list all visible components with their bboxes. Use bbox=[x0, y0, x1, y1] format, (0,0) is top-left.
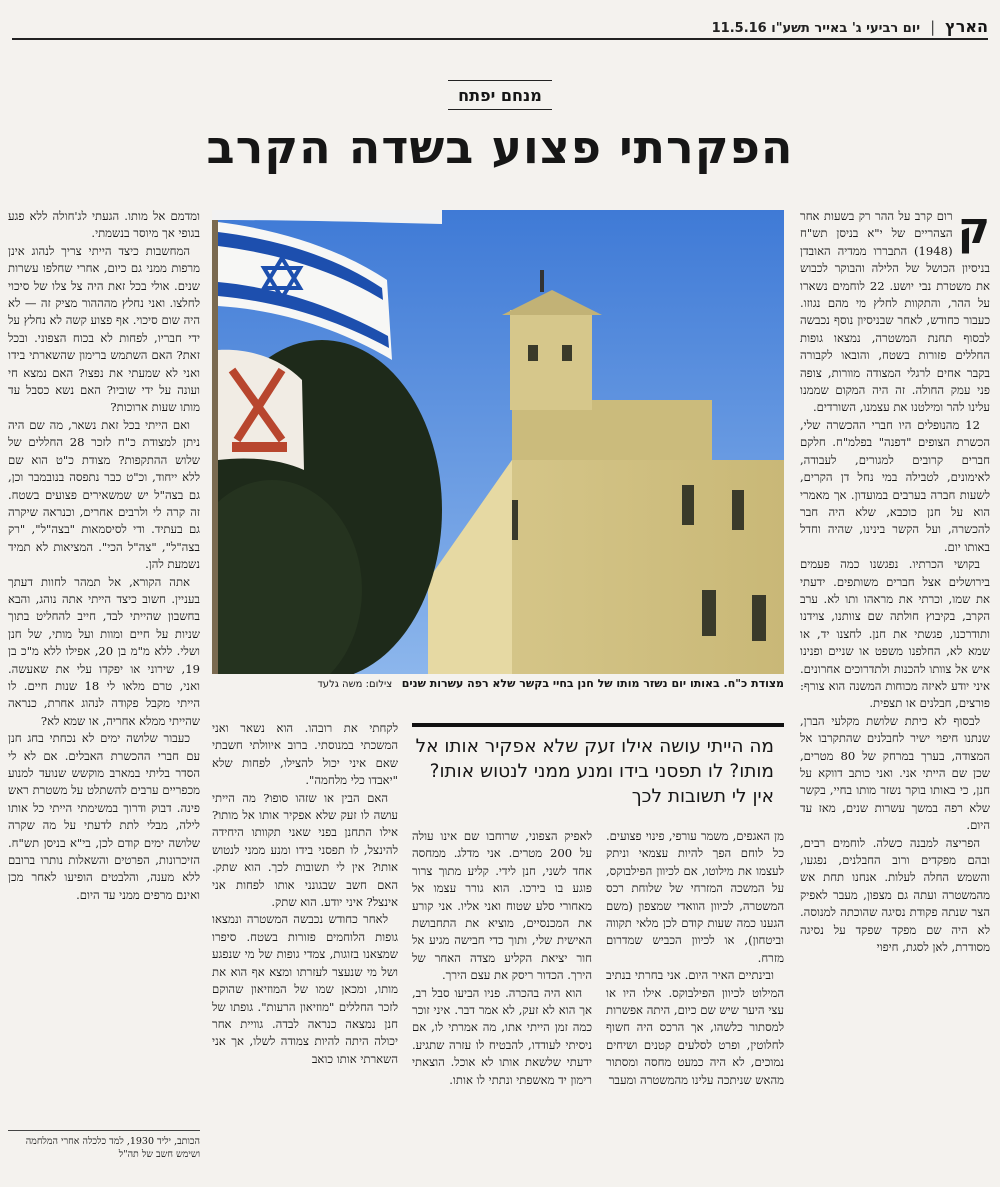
photo-credit: צילום: משה גלעד bbox=[317, 679, 393, 690]
paragraph: המחשבות כיצד הייתי צריך לנהוג אינן מרפות ממני גם כיום, אחרי שחלפו עשרות שנים. אולי בכל זאת היה צל צלו של סיכוי לחלצו. ואני נחלץ מהההור מציק זה — לא היה שום סיכוי. אף פצוע קשה לא נחלץ על ידי חבריו, לפחות לא בכוח הצפוני. ובכל זאת? האם השתמש ברימון שהשארתי בידו ואני לא שמעתי את נפצו? האם נמצא חי ועונה על ידי שוביו? האם נשא כסבל עד מותו שעות ארוכות? bbox=[8, 243, 200, 415]
paragraph: הפריצה למבנה כשלה. לוחמים רבים, ובהם מפקדים ורוב החבלנים, נפגעו, והשמש החלה לעלות. אנחנו תחת אש מהמשטרה ועתה גם מצפון, מעבר לאפיק הצר שנתה פקודת נסיגה שהוכתה למנוסה. לא היה שם מפקד שפקד על נסיגה מסודרת, לאן לסגת, חיפוי bbox=[800, 835, 990, 955]
caption-text: מצודת כ"ח. באותו יום נשזר מותו של חנן בחיי בקשר שלא רפה עשרות שנים bbox=[401, 677, 784, 690]
window bbox=[752, 595, 766, 641]
paragraph: אתה הקורא, אל תמהר לחוות דעתך בעניין. חשוב כיצד הייתי אתה נוהג, והבא בחשבון שהייתי לבד, חייב להחליט בתוך שניות על חיים ומוות ועל מותי, של חנן ושלי. ללא מ"מ בן 20, אפילו ללא מ"כ בן 19, שירוני או יפקדו עלי את שאעשה. ואני, טרם מלאו לי 18 שנות חיים. לו הייתי מקבל פקודה לנהוג אחרת, כנראה שהייתי ממלא אחריה, או שמא לא? bbox=[8, 574, 200, 728]
window bbox=[512, 500, 518, 540]
newspaper-logo: הארץ bbox=[945, 17, 988, 36]
flag-pole bbox=[212, 210, 218, 674]
column-5 bbox=[8, 208, 200, 1126]
column-4 bbox=[212, 720, 398, 1184]
paragraph: הוא היה בהכרה. פניו הביעו סבל רב, אך הוא לא זעק, לא אמר דבר. איני זוכר כמה זמן הייתי אתו, מה אמרתי לו, אם ניסיתי לעודדו, להבטיח לו עזרה שתגיע. ידעתי שלשאת אותו לא אוכל. הוצאתי רימון יד מאשפתי ונתתי לו אותו. bbox=[412, 985, 592, 1087]
pull-quote: מה הייתי עושה אילו זעק שלא אפקיר אותו אל מותו? לו תפסני בידו ומנע ממני לנטוש אותו? אין לי תשובות לכך bbox=[415, 736, 774, 807]
antenna bbox=[540, 270, 544, 292]
window bbox=[528, 345, 538, 361]
paragraph: 12 מהנופלים היו חברי ההכשרה שלי, הכשרת הצופים "דפנה" בפלמ"ח. חלקם חברים קרובים למגורים, לעבודה, לאימונים, לטבילה במי נחל דן הקרים, לשעות חברה בערבים במועדון. אך מאמרי הוא על חנן כוכבא, שלא היה חבר להכשרה, ועל הקשר בינינו, שהיה וחדל באותו יום. bbox=[800, 417, 990, 554]
date-line: יום רביעי ג' באייר תשע"ו 11.5.16 bbox=[711, 21, 921, 36]
paragraph: ואם הייתי בכל זאת נשאר, מה שם היה ניתן למצודת כ"ח לזכר 28 החללים של שלוש ההתקפות? מצודת כ"ט הוא שם ללא ייחוד, וכ"ט כבר נתפסה בנובמבר וכן, גם בצה"ל יש שמשאירים פצועים בשטח. זה קרה לי ולרבים אחרים, וכנראה שיקרה גם בעתיד. ודי לסיסמאות "בצה"ל", "רק בצה"ל", "צה"ל הכי". המציאות לא תמיד נשמעת להן. bbox=[8, 417, 200, 572]
photo-illustration bbox=[212, 210, 784, 674]
masthead-separator: | bbox=[930, 18, 936, 36]
photo-caption bbox=[212, 677, 784, 690]
window bbox=[702, 590, 716, 636]
pull-quote-box bbox=[412, 723, 784, 827]
window bbox=[732, 490, 744, 530]
paragraph: ומדמם אל מותו. הגעתי לג'חולה ללא פגע בגופי אך מיוסר בנשמתי. bbox=[8, 209, 200, 241]
paragraph: ק רום קרב על ההר רק בשעות אחר הצהריים של י"א בניסן תש"ח (1948) התבררו ממדיה האובדן בניסיון הכושל של הלילה והבוקר לכבוש את משטרת נבי יושע. 22 לוחמים נשארו על ההר, והתקוות לחלץ מי מהם נגוזו. כעבור כחודש, לאחר שבניסיון נוסף נכבשה לבסוף תחנת המשטרה, נמצאו גופות החללים פזורות בשטח, והובאו לקבורה בקבר אחים לרגלי המצודה מוורות, צופה פני עמק החולה. זה היה המקום שממנו עלינו להר ומילטנו את עצמנו, השורדים. bbox=[800, 208, 990, 415]
author-box bbox=[448, 80, 552, 110]
paragraph: לאחר כחודש נכבשה המשטרה ונמצאו גופות הלוחמים פזורות בשטח. סיפרו שמצאנו בזוגות, צמדי גופות של מי שנפגע ושל מי שנעצר לעזרתו ומצא אף הוא את מותו, ומכאן שמו של המוזיאון שהוקם לזכר החללים "מוזיאון הרעות". גופתו של חנן נמצאה כנראה לבדה. גוויית אחר יכולה היתה להיות צמודה לשלו, אך אני השארתי אותו כואב bbox=[212, 912, 398, 1066]
headline: הפקרתי פצוע בשדה הקרב bbox=[206, 120, 794, 174]
paragraph: לאפיק הצפוני, שרוחבו שם אינו עולה על 200 מטרים. אני מדלג. ממחסה אחד לשני, חנן לידי. קליע מתוך צרור פוגע בו בירכו. הוא גורר עצמו אל מאחורי סלע שטוח ואני אליו. אני קורע את המכנסיים, מוציא את התחבושת האישית שלי, ותוך כדי חבישה מגיע אל חור יציאת הקליע מצדה האחר של הירך. הכדור ריסק את עצם הירך. bbox=[412, 829, 592, 983]
paragraph: האם הבין או שזהו סופו? מה הייתי עושה לו זעק שלא אפקיר אותו אל מותו? אילו התחנן בפני שאני תקוותו היחידה להינצל, לו תפסני בידו ומנע ממני לנטוש אותו? אין לי תשובות לכך. הוא שתק. האם חשב שבגונני אותו לפחות אני אינצל? איני יודע. הוא שתק. bbox=[212, 790, 398, 910]
watchtower bbox=[510, 310, 592, 410]
author-name: מנחם יפתח bbox=[458, 85, 542, 105]
paragraph: כעבור שלושה ימים לא נכחתי בחג חנן עם חברי ההכשרת האבלים. אם לא לי הסדר בליתי במארב מוקשש שנועד למנוע מכפריים ערבים להשתלט על משטרת ראש פינה. דבוק ודרוך במשימתי הייתי כל אותו לילה, מבלי לתת לדעתי על מה שקרה שלושה ימים קודם לכן, בי"א בניסן תש"ח. הזיכרונות, הפרטים והשאלות נותרו ברובם ללא מענה, והלבטים הופיעו לאחר מכן ואינם מרפים ממני עד היום. bbox=[8, 731, 200, 902]
column-1 bbox=[800, 208, 990, 1184]
masthead bbox=[12, 6, 988, 44]
drop-cap: ק bbox=[957, 208, 990, 254]
paragraph: ובינתיים האיר היום. אני בחרתי בנתיב המילוט לכיוון הפילבוקס. אילו היו או עצי היער שיש שם כיום, היתה אפשרות למסתור כלשהו, אך הרכס היה חשוף לחלוטין, ופרט לסלעים קטנים ושיחים נמוכים, לא היה כמעט מחסה ומסתור מהאש שניתכה עלינו מהמשטרה ומעבר bbox=[606, 968, 784, 1087]
window bbox=[682, 485, 694, 525]
paragraph: לקחתי את רובהו. הוא נשאר ואני המשכתי במנוסתי. ברוב איוולתי חשבתי שאם איני יכול להצילו, לפחות שלא "יאבדו כלי מלחמה". bbox=[212, 721, 398, 788]
paragraph: בקושי הכרתיו. נפגשנו כמה פעמים בירושלים אצל חברים משותפים. ידעתי את שמו, וכרתי את מראהו ותו לא. ערב הקרב, בקיבוץ חולתה שם צוותנו, צוידנו ותודרכנו, פגשתי את חנן. לחצנו יד, או שמא לא, החלפנו משפט או שניים ופנינו איש אל צוותו להכנות ולתדרוכים אחרונים. איני יודע לאיזה מכוחות המשנה הוא צורף: פורצים, חבלנים או תצפית. bbox=[800, 557, 990, 711]
column-3 bbox=[412, 828, 592, 1184]
author-footnote: הכותב, יליד 1930, למד כלכלה אחרי המלחמה ושימש חשב של תה"ל bbox=[8, 1130, 200, 1161]
window bbox=[562, 345, 572, 361]
paragraph: לבסוף לא כיתת שלושת מקלעי הברן, שנתנו חיפוי ישיר לחבלנים שהתקרבו אל המצודה, בערך במרחק של 80 מטרים, שכן שם הייתי אני. ואני כותב דווקא על חנן, כי באותו בוקר נשזר מותו בחיי, בקשר שלא רפה במשך עשרות שנים, מאז עד היום. bbox=[800, 713, 990, 833]
article-photo bbox=[212, 210, 784, 674]
masthead-rule bbox=[12, 38, 988, 40]
paragraph: מן האגפים, משמר עורפי, פינוי פצועים. כל לוחם הפך להיות עצמאי וניתק לעצמו את מילוטו, אם לכיוון הפילבוקס, על המשכה המזרחי של שלוחת רכס המשטרה, לכיוון הוואדי שמצפון (משם הגענו כמה שעות קודם לכן מלאי תקווה וביטחון), או לכיוון הכביש שמדרום מזרח. bbox=[606, 829, 784, 965]
column-2 bbox=[606, 828, 784, 1184]
